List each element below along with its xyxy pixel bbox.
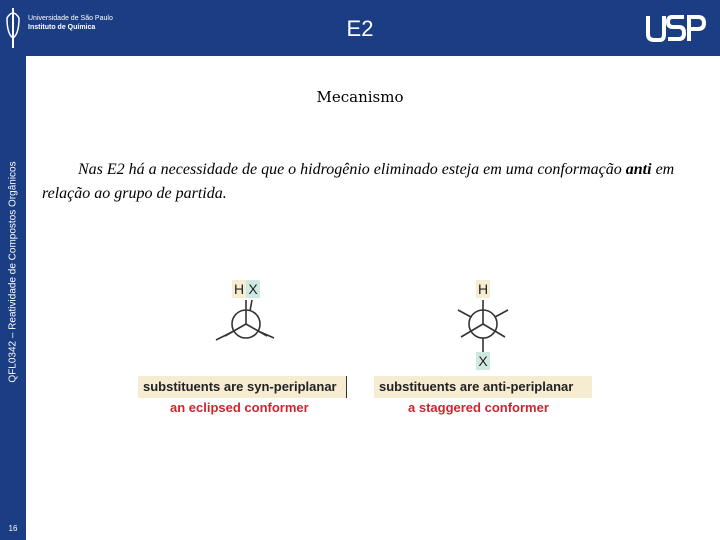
syn-periplanar-caption: substituents are syn-periplanar: [138, 376, 347, 398]
paragraph-text-1: Nas E2 há a necessidade de que o hidrogênio eliminado esteja em uma conformação: [78, 161, 626, 178]
body-paragraph: [42, 158, 682, 206]
staggered-newman-projection: [458, 300, 508, 352]
paragraph-emphasis: anti: [625, 161, 652, 178]
usp-logo-icon: [646, 14, 706, 42]
institute-line2: Instituto de Química: [28, 24, 96, 31]
right-leaving-group-label: X: [476, 352, 490, 370]
eclipsed-conformer-label: an eclipsed conformer: [170, 400, 309, 415]
slide-title: E2: [346, 16, 374, 41]
course-label: QFL0342 – Reatividade de Compostos Orgânicos: [7, 161, 19, 383]
section-heading: Mecanismo: [316, 88, 404, 106]
university-line1: Universidade de São Paulo: [28, 15, 113, 22]
right-hydrogen-label: H: [477, 281, 489, 297]
header-bar: [0, 0, 720, 56]
staggered-conformer-label: a staggered conformer: [408, 400, 549, 415]
anti-periplanar-caption: substituents are anti-periplanar: [374, 376, 592, 398]
newman-projection-figure: [134, 272, 594, 422]
page-number: 16: [8, 524, 18, 533]
eclipsed-newman-projection: [216, 300, 274, 340]
left-leaving-group-label: X: [246, 280, 260, 298]
paragraph-text-2: em relação ao grupo de partida.: [42, 161, 675, 202]
left-hydrogen-label: H: [233, 281, 245, 297]
